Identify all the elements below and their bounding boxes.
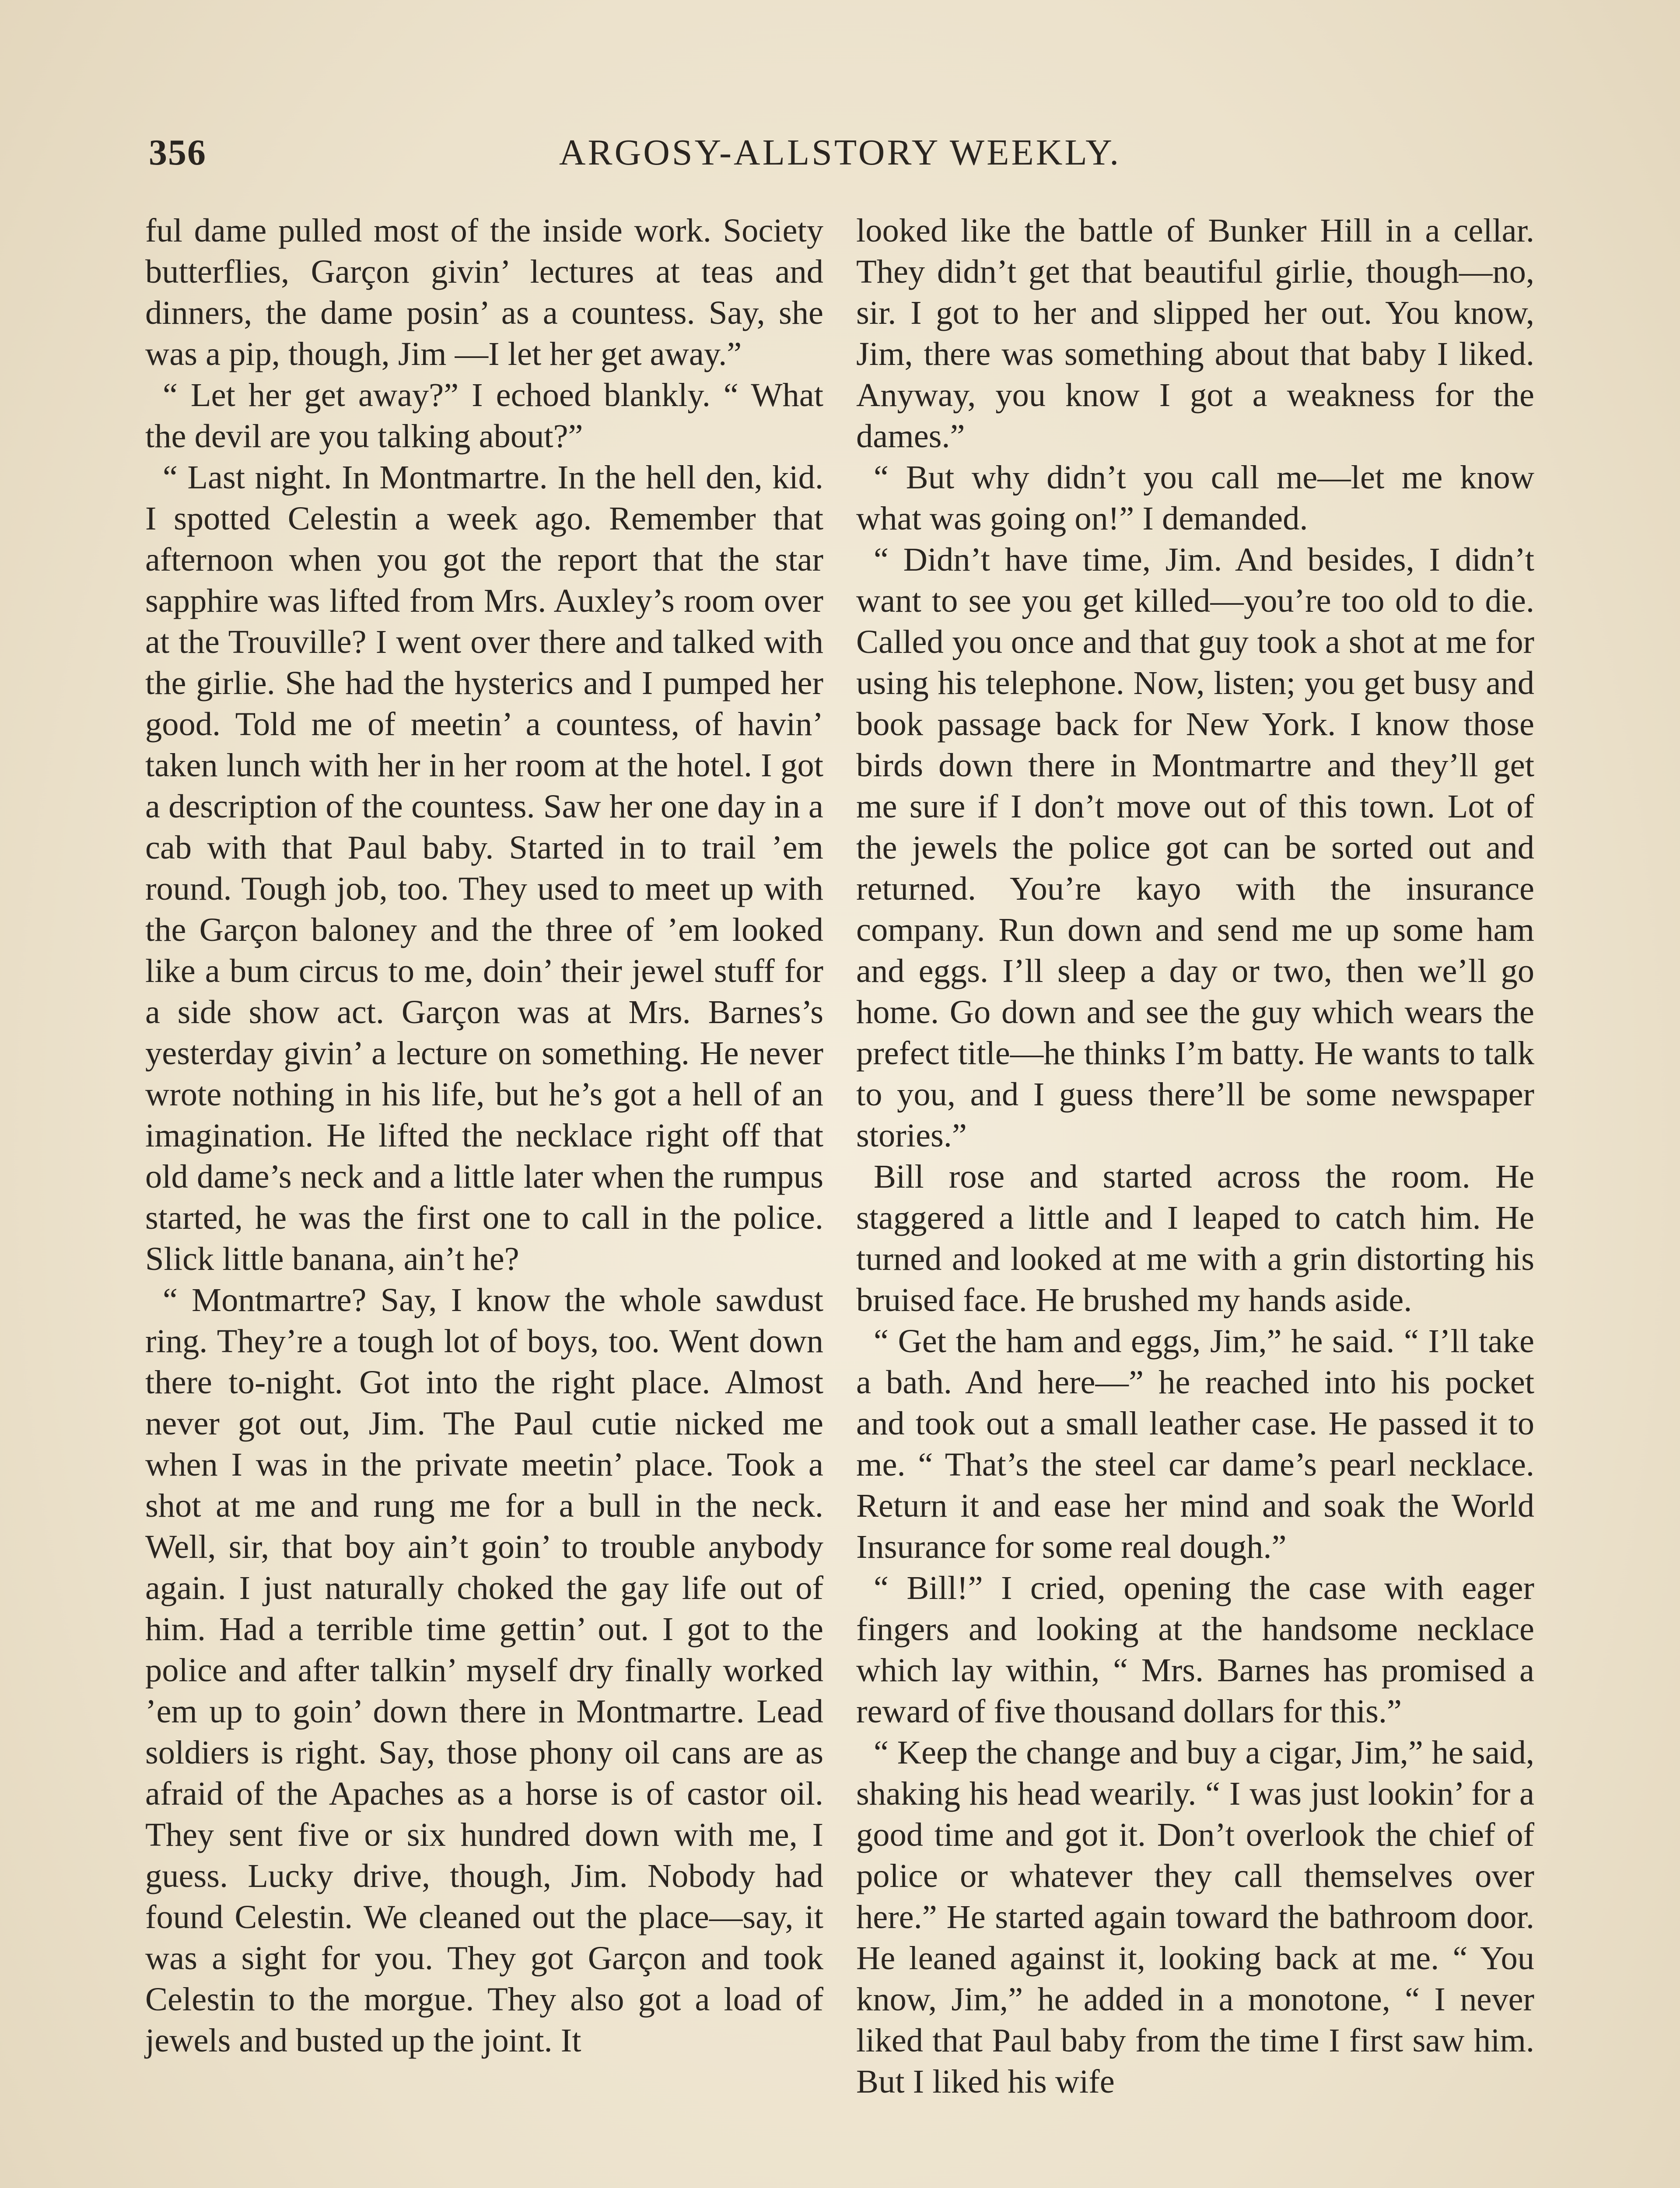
paragraph: “ Get the ham and eggs, Jim,” he said. “ I’ll take a bath. And here—” he reached into his pocket and took out a small leather case. He passed it to me. “ That’s the steel car dame’s pearl necklace. Return it and ease her mind and soak the World Insurance for some real dough.” (856, 1322, 1534, 1565)
paragraph: Bill rose and started across the room. He staggered a little and I leaped to catch him. He turned and looked at me with a grin distorting his bruised face. He brushed my hands aside. (856, 1158, 1534, 1318)
paragraph: “ Keep the change and buy a cigar, Jim,” he said, shaking his head wearily. “ I was just lookin’ for a good time and got it. Don’t overlook the chief of police or whatever they call themselves over here.” He started again toward the bathroom door. He leaned against it, looking back at me. “ You know, Jim,” he added in a monotone, “ I never liked that Paul baby from the time I first saw him. But I liked his wife (856, 1734, 1534, 2100)
paragraph: “ Let her get away?” I echoed blankly. “ What the devil are you talking about?” (145, 376, 823, 455)
paragraph: “ Last night. In Montmartre. In the hell den, kid. I spotted Celestin a week ago. Remember that afternoon when you got the report that the star sapphire was lifted from Mrs. Auxley’s room over at the Trouville? I went over there and talked with the girlie. She had the hysterics and I pumped her good. Told me of meetin’ a countess, of havin’ taken lunch with her in her room at the hotel. I got a description of the countess. Saw her one day in a cab with that Paul baby. Started in to trail ’em round. Tough job, too. They used to meet up with the Garçon baloney and the three of ’em looked like a bum circus to me, doin’ their jewel stuff for a side show act. Garçon was at Mrs. Barnes’s yesterday givin’ a lecture on something. He never wrote nothing in his life, but he’s got a hell of an imagination. He lifted the necklace right off that old dame’s neck and a little later when the rumpus started, he was the first one to call in the police. Slick little banana, ain’t he? (145, 459, 823, 1277)
paragraph: looked like the battle of Bunker Hill in a cellar. They didn’t get that beautiful girlie, though—no, sir. I got to her and slipped her out. You know, Jim, there was something about that baby I liked. Anyway, you know I got a weakness for the dames.” (856, 212, 1534, 455)
paragraph: “ Didn’t have time, Jim. And besides, I didn’t want to see you get killed—you’re too old to die. Called you once and that guy took a shot at me for using his telephone. Now, listen; you get busy and book passage back for New York. I know those birds down there in Montmartre and they’ll get me sure if I don’t move out of this town. Lot of the jewels the police got can be sorted out and returned. You’re kayo with the insurance company. Run down and send me up some ham and eggs. I’ll sleep a day or two, then we’ll go home. Go down and see the guy which wears the prefect title—he thinks I’m batty. He wants to talk to you, and I guess there’ll be some newspaper stories.” (856, 541, 1534, 1154)
paragraph: ful dame pulled most of the inside work. Society butterflies, Garçon givin’ lectures at teas and dinners, the dame posin’ as a countess. Say, she was a pip, though, Jim —I let her get away.” (145, 212, 823, 372)
paragraph: “ But why didn’t you call me—let me know what was going on!” I demanded. (856, 459, 1534, 537)
page-number: 356 (149, 132, 206, 173)
left-text-column (145, 210, 823, 2061)
right-text-column (856, 210, 1534, 2102)
paragraph: “ Bill!” I cried, opening the case with eager fingers and looking at the handsome necklace which lay within, “ Mrs. Barnes has promised a reward of five thousand dollars for this.” (856, 1569, 1534, 1730)
paragraph: “ Montmartre? Say, I know the whole sawdust ring. They’re a tough lot of boys, too. Went down there to-night. Got into the right place. Almost never got out, Jim. The Paul cutie nicked me when I was in the private meetin’ place. Took a shot at me and rung me for a bull in the neck. Well, sir, that boy ain’t goin’ to trouble anybody again. I just naturally choked the gay life out of him. Had a terrible time gettin’ out. I got to the police and after talkin’ myself dry finally worked ’em up to goin’ down there in Montmartre. Lead soldiers is right. Say, those phony oil cans are as afraid of the Apaches as a horse is of castor oil. They sent five or six hundred down with me, I guess. Lucky drive, though, Jim. Nobody had found Celestin. We cleaned out the place—say, it was a sight for you. They got Garçon and took Celestin to the morgue. They also got a load of jewels and busted up the joint. It (145, 1281, 823, 2059)
running-head: ARGOSY-ALLSTORY WEEKLY. (559, 132, 1121, 173)
page-header (131, 131, 1549, 184)
